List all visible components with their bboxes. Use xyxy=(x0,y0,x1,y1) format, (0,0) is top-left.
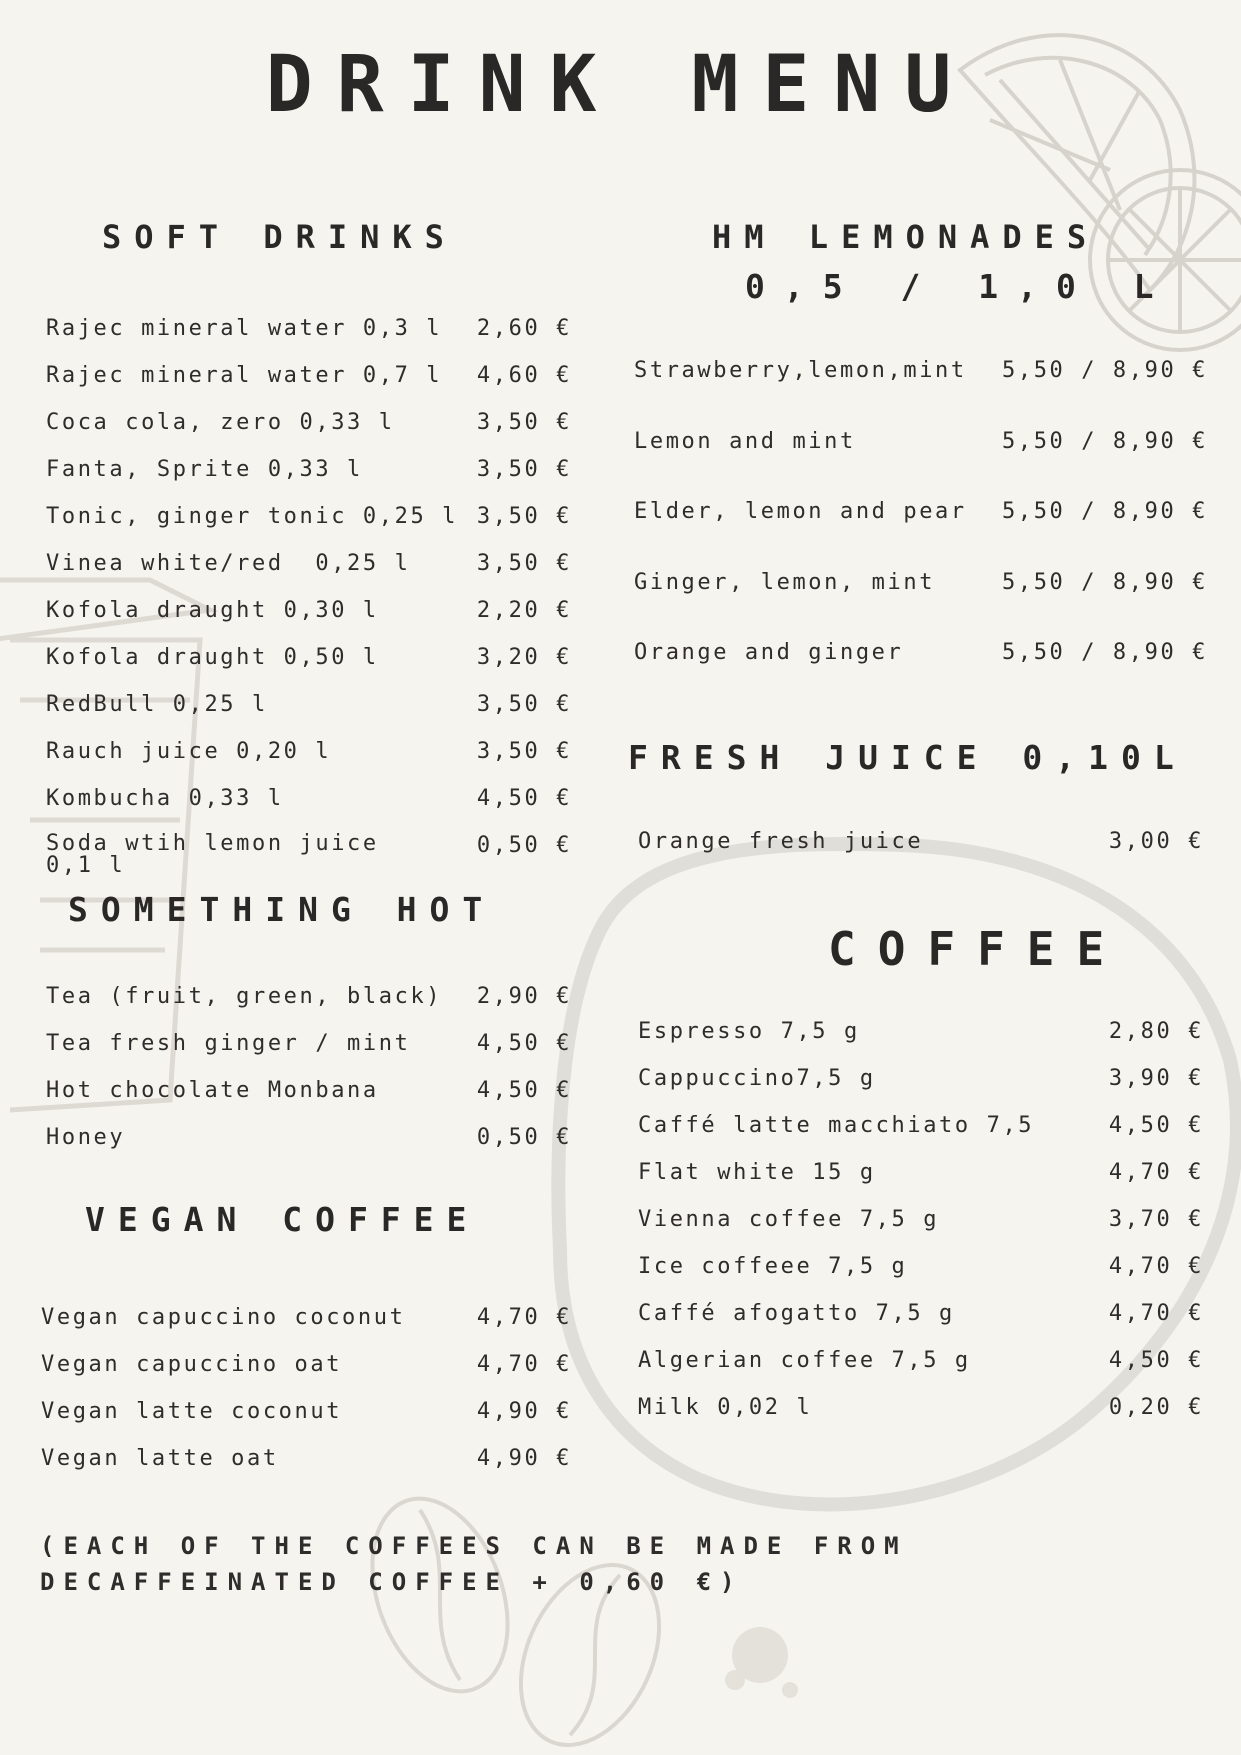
menu-item-price: 2,90 € xyxy=(476,984,572,1009)
menu-item xyxy=(638,829,1204,854)
menu-item-name: Kofola draught 0,50 l xyxy=(46,645,379,670)
menu-item xyxy=(634,429,1208,454)
menu-item-name: Milk 0,02 l xyxy=(638,1395,813,1420)
menu-item-name: Vegan latte coconut xyxy=(41,1399,343,1424)
menu-item xyxy=(634,499,1208,524)
menu-item-price: 5,50 / 8,90 € xyxy=(1002,428,1208,454)
menu-item xyxy=(46,551,572,576)
menu-item-price: 2,60 € xyxy=(476,316,572,341)
page-title: DRINK MENU xyxy=(265,40,976,130)
menu-item-name: Flat white 15 g xyxy=(638,1160,876,1185)
menu-item xyxy=(638,1066,1204,1091)
menu-item-name: Vegan capuccino coconut xyxy=(41,1305,406,1330)
menu-item-name: Kombucha 0,33 l xyxy=(46,786,284,811)
menu-item xyxy=(638,1113,1204,1138)
menu-item-name: Hot chocolate Monbana xyxy=(46,1078,379,1103)
stain-drop-icon xyxy=(725,1627,798,1698)
decaf-note-line-2: DECAFFEINATED COFFEE + 0,60 €) xyxy=(40,1568,744,1596)
menu-item-name: Cappuccino7,5 g xyxy=(638,1066,876,1091)
menu-item xyxy=(634,570,1208,595)
menu-item-price: 0,20 € xyxy=(1108,1395,1204,1420)
menu-item-price: 3,50 € xyxy=(476,457,572,482)
something-hot-heading: SOMETHING HOT xyxy=(68,890,496,929)
menu-item xyxy=(46,504,572,529)
menu-item-name: Honey xyxy=(46,1125,126,1150)
menu-item-name: Strawberry,lemon,mint xyxy=(634,358,967,383)
menu-item xyxy=(46,739,572,764)
menu-item-name: Coca cola, zero 0,33 l xyxy=(46,410,395,435)
vegan-coffee-heading: VEGAN COFFEE xyxy=(85,1200,480,1239)
menu-item xyxy=(638,1160,1204,1185)
menu-item-price: 4,70 € xyxy=(1108,1301,1204,1326)
menu-item-name: Orange and ginger xyxy=(634,640,904,665)
menu-item-name: Soda wtih lemon juice 0,1 l xyxy=(46,831,379,878)
menu-item xyxy=(46,316,572,341)
menu-item-name: Vegan latte oat xyxy=(41,1446,279,1471)
lemonades-heading: HM LEMONADES xyxy=(712,218,1100,256)
menu-item-price: 5,50 / 8,90 € xyxy=(1002,358,1208,383)
menu-item-name: Kofola draught 0,30 l xyxy=(46,598,379,623)
coffee-bean-icon xyxy=(348,1480,687,1755)
menu-item-price: 2,80 € xyxy=(1108,1019,1204,1044)
menu-item-name: Elder, lemon and pear xyxy=(634,499,967,524)
menu-item-name: Vegan capuccino oat xyxy=(41,1352,343,1377)
lemonades-volume-heading: 0,5 / 1,0 L xyxy=(745,267,1173,306)
menu-item-price: 4,50 € xyxy=(476,1078,572,1103)
menu-item-price: 0,50 € xyxy=(476,1125,572,1150)
menu-item xyxy=(638,1019,1204,1044)
menu-item xyxy=(638,1348,1204,1373)
menu-item xyxy=(634,358,1208,383)
menu-item-price: 4,70 € xyxy=(476,1352,572,1377)
menu-item-price: 4,50 € xyxy=(476,1031,572,1056)
menu-item-name: Tea (fruit, green, black) xyxy=(46,984,443,1009)
menu-item-price: 3,50 € xyxy=(476,739,572,764)
menu-item xyxy=(638,1301,1204,1326)
menu-item-price: 4,70 € xyxy=(476,1305,572,1330)
menu-item xyxy=(46,692,572,717)
menu-item xyxy=(46,1125,572,1150)
fresh-juice-heading: FRESH JUICE 0,10L xyxy=(628,738,1187,777)
menu-item xyxy=(41,1305,572,1330)
menu-item-price: 3,50 € xyxy=(476,692,572,717)
menu-item xyxy=(638,1207,1204,1232)
menu-item xyxy=(638,1254,1204,1279)
menu-item-name: Fanta, Sprite 0,33 l xyxy=(46,457,363,482)
menu-item-price: 4,90 € xyxy=(476,1399,572,1424)
soft-drinks-heading: SOFT DRINKS xyxy=(102,218,457,256)
menu-item xyxy=(46,1078,572,1103)
menu-item-price: 0,50 € xyxy=(476,833,572,858)
menu-item-name: RedBull 0,25 l xyxy=(46,692,268,717)
menu-item-price: 3,50 € xyxy=(476,504,572,529)
menu-item-price: 4,70 € xyxy=(1108,1160,1204,1185)
menu-item-name: Caffé afogatto 7,5 g xyxy=(638,1301,955,1326)
menu-item-price: 4,50 € xyxy=(476,786,572,811)
menu-item-name: Ginger, lemon, mint xyxy=(634,569,936,595)
menu-item-name: Tea fresh ginger / mint xyxy=(46,1031,411,1056)
menu-item xyxy=(46,363,572,388)
menu-item-name: Lemon and mint xyxy=(634,428,856,454)
menu-item xyxy=(46,1031,572,1056)
menu-item-name: Rajec mineral water 0,7 l xyxy=(46,363,443,388)
menu-item-price: 3,50 € xyxy=(476,551,572,576)
menu-item-name: Tonic, ginger tonic 0,25 l xyxy=(46,504,458,529)
menu-item-name: Espresso 7,5 g xyxy=(638,1019,860,1044)
menu-item-price: 5,50 / 8,90 € xyxy=(1002,640,1208,665)
menu-item-price: 4,60 € xyxy=(476,363,572,388)
menu-item-name: Caffé latte macchiato 7,5 xyxy=(638,1113,1035,1138)
menu-item-price: 3,00 € xyxy=(1108,829,1204,854)
menu-item-name: Rajec mineral water 0,3 l xyxy=(46,316,443,341)
menu-item xyxy=(41,1352,572,1377)
menu-item xyxy=(634,640,1208,665)
menu-item-price: 3,90 € xyxy=(1108,1066,1204,1091)
menu-item xyxy=(46,833,572,877)
menu-item-name: Vinea white/red 0,25 l xyxy=(46,551,411,576)
menu-item-price: 4,70 € xyxy=(1108,1254,1204,1279)
menu-item-price: 4,90 € xyxy=(476,1446,572,1471)
menu-item-price: 4,50 € xyxy=(1108,1348,1204,1373)
menu-item-price: 4,50 € xyxy=(1108,1113,1204,1138)
decaf-note-line-1: (EACH OF THE COFFEES CAN BE MADE FROM xyxy=(40,1532,908,1560)
menu-item-price: 3,70 € xyxy=(1108,1207,1204,1232)
orange-slice-icon xyxy=(1090,170,1241,350)
menu-item-price: 5,50 / 8,90 € xyxy=(1002,499,1208,524)
menu-item xyxy=(46,598,572,623)
decaf-note xyxy=(40,1528,960,1600)
menu-item xyxy=(638,1395,1204,1420)
coffee-heading: COFFEE xyxy=(828,922,1127,976)
menu-item xyxy=(46,457,572,482)
menu-item-price: 3,50 € xyxy=(476,410,572,435)
menu-item-price: 5,50 / 8,90 € xyxy=(1002,569,1208,595)
menu-item-name: Algerian coffee 7,5 g xyxy=(638,1348,971,1373)
menu-item xyxy=(41,1446,572,1471)
menu-item xyxy=(46,645,572,670)
menu-item xyxy=(46,984,572,1009)
menu-item-name: Vienna coffee 7,5 g xyxy=(638,1207,940,1232)
menu-item-name: Rauch juice 0,20 l xyxy=(46,739,332,764)
menu-item xyxy=(46,410,572,435)
menu-item-name: Orange fresh juice xyxy=(638,829,924,854)
menu-item-name: Ice coffeee 7,5 g xyxy=(638,1254,908,1279)
menu-item xyxy=(41,1399,572,1424)
menu-item xyxy=(46,786,572,811)
menu-item-price: 3,20 € xyxy=(476,645,572,670)
menu-item-price: 2,20 € xyxy=(476,598,572,623)
